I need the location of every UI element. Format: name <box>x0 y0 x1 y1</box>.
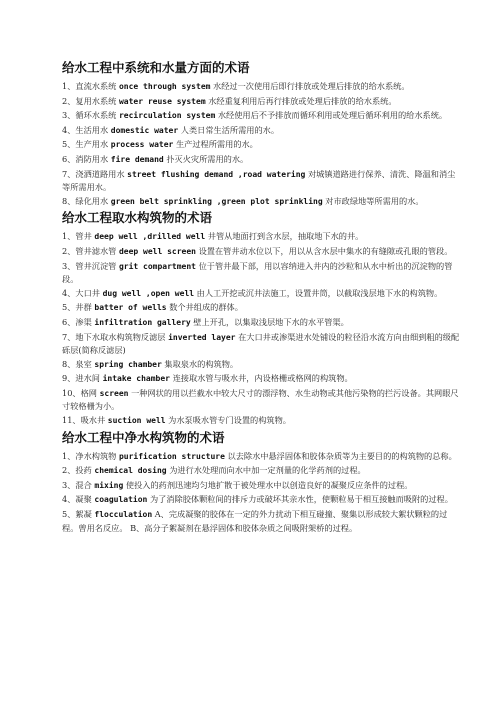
term-english: intake chamber <box>102 374 170 384</box>
term-number-label: 9、进水间 <box>62 373 103 384</box>
term-english: water reuse system <box>118 96 206 106</box>
term-item <box>62 287 460 301</box>
term-item <box>62 230 460 244</box>
term-item <box>62 195 460 209</box>
term-english: deep well screen <box>118 246 196 256</box>
section-title: 给水工程取水构筑物的术语 <box>62 210 213 226</box>
term-number-label: 7、地下水取水构筑物反滤层 <box>62 331 169 342</box>
section-intake-structures <box>62 210 460 427</box>
section-title: 给水工程中净水构筑物的术语 <box>62 429 225 445</box>
term-item <box>62 138 460 152</box>
section-system-water-quantity <box>62 60 460 208</box>
term-item <box>62 508 460 534</box>
term-description: 为了消除胶体颗粒间的排斥力或破坏其亲水性，使颗粒易于相互接触而吸附的过程。 <box>147 494 453 505</box>
term-description: 井管从地面打到含水层，抽取地下水的井。 <box>205 231 364 242</box>
term-description: 集取泉水的构筑物。 <box>161 358 239 369</box>
term-english: infiltration gallery <box>94 317 191 327</box>
term-english: screen <box>99 388 129 398</box>
term-item <box>62 479 460 493</box>
term-item <box>62 95 460 109</box>
term-number-label: 5、絮凝 <box>62 509 95 520</box>
section-purification-structures <box>62 430 460 535</box>
term-description: 由人工开挖或沉井法施工，设置井筒，以截取浅层地下水的构筑物。 <box>194 287 443 298</box>
term-english: dug well ,open well <box>102 288 195 298</box>
section-title: 给水工程中系统和水量方面的术语 <box>62 60 250 75</box>
term-english: fire demand <box>110 154 164 164</box>
term-english: mixing <box>94 480 124 490</box>
term-english: domestic water <box>110 125 179 135</box>
term-number-label: 2、投药 <box>62 465 95 476</box>
term-description: 对城镇道路进行保养、清洗、降温和消尘等所需用水。 <box>62 168 456 193</box>
term-item <box>62 450 460 464</box>
term-english: inverted layer <box>168 332 236 342</box>
term-english: spring chamber <box>94 359 162 369</box>
term-item <box>62 316 460 330</box>
term-item <box>62 124 460 138</box>
term-number-label: 2、管井滤水管 <box>62 245 119 256</box>
term-english: coagulation <box>94 495 148 505</box>
term-number-label: 1、直流水系统 <box>62 81 119 91</box>
term-english: once through system <box>118 82 211 91</box>
term-item <box>62 80 460 94</box>
term-english: green belt sprinkling ,green plot sprinkling <box>110 196 323 206</box>
term-english: suction well <box>107 416 166 426</box>
term-description: 人类日常生活所需用的水。 <box>178 124 280 135</box>
term-description: 生产过程所需用的水。 <box>173 139 258 150</box>
term-item <box>62 168 460 194</box>
term-item <box>62 331 460 357</box>
term-english: purification structure <box>118 451 225 461</box>
term-description: 使投入的药剂迅速均匀地扩散于被处理水中以创造良好的凝聚反应条件的过程。 <box>123 479 413 490</box>
term-number-label: 1、净水构筑物 <box>62 450 119 461</box>
term-item <box>62 414 460 428</box>
term-number-label: 4、生活用水 <box>62 124 111 135</box>
term-number-label: 11、吸水井 <box>62 415 108 426</box>
term-number-label: 3、管井沉淀管 <box>62 260 119 271</box>
term-number-label: 6、渗渠 <box>62 316 95 327</box>
term-number-label: 10、格网 <box>62 387 100 398</box>
term-list <box>62 80 460 208</box>
term-english: deep well ,drilled well <box>94 232 206 242</box>
term-item <box>62 493 460 507</box>
term-number-label: 7、浇洒道路用水 <box>62 168 128 179</box>
term-number-label: 8、绿化用水 <box>62 195 111 206</box>
term-description: 对市政绿地等所需用的水。 <box>322 195 424 206</box>
term-number-label: 3、混合 <box>62 479 95 490</box>
term-description: 一种网状的用以拦截水中较大尺寸的漂浮物、水生动物或其他污染物的拦污设备。其网眼尺寸较格栅为小。 <box>62 387 459 412</box>
term-number-label: 1、管井 <box>62 231 95 242</box>
term-description: 以去除水中悬浮固体和胶体杂质等为主要目的的构筑物的总称。 <box>224 450 457 461</box>
term-item <box>62 372 460 386</box>
term-description: 连接取水管与吸水井，内设格栅或格网的构筑物。 <box>170 373 353 384</box>
term-description: 在大口井或渗渠进水处铺设的粒径沿水流方向由细到粗的级配砾层(简称反滤层) <box>62 331 460 356</box>
term-description: 数个井组成的群体。 <box>166 302 243 313</box>
term-description: 水经过一次使用后即行排放或处理后排放的给水系统。 <box>210 81 410 91</box>
term-item <box>62 260 460 286</box>
term-item <box>62 153 460 167</box>
term-description: 为进行水处理而向水中加一定剂量的化学药剂的过程。 <box>166 465 366 476</box>
term-number-label: 8、泉室 <box>62 358 95 369</box>
term-number-label: 3、循环水系统 <box>62 110 119 121</box>
term-description: A、完成凝聚的胶体在一定的外力扰动下相互碰撞、聚集以形成较大絮状颗粒的过程。曾用名反应。 B、高分子絮凝剂在悬浮固体和胶体杂质之间吸附架桥的过程。 <box>62 509 448 533</box>
term-item <box>62 387 460 413</box>
term-english: flocculation <box>94 510 153 520</box>
term-english: street flushing demand ,road watering <box>127 169 306 179</box>
term-description: 为水泵吸水管专门设置的构筑物。 <box>165 415 291 426</box>
term-english: process water <box>110 140 174 150</box>
term-item <box>62 245 460 259</box>
term-item <box>62 464 460 478</box>
term-english: recirculation system <box>118 111 216 121</box>
term-list <box>62 230 460 427</box>
term-number-label: 5、井群 <box>62 302 95 313</box>
term-description: 位于管井最下部，用以容纳进入井内的沙粒和从水中析出的沉淀物的管段。 <box>62 260 453 285</box>
term-description: 扑灭火灾所需用的水。 <box>163 153 249 164</box>
term-english: chemical dosing <box>94 466 167 476</box>
term-description: 壁上开孔，以集取浅层地下水的水平管渠。 <box>190 316 349 327</box>
term-english: grit compartment <box>118 261 196 271</box>
term-item <box>62 301 460 315</box>
term-number-label: 4、凝聚 <box>62 494 95 505</box>
term-description: 设置在管井动水位以下，用以从含水层中集水的有缝隙或孔眼的管段。 <box>196 245 453 256</box>
term-number-label: 5、生产用水 <box>62 139 111 150</box>
term-number-label: 6、消防用水 <box>62 153 111 164</box>
term-item <box>62 358 460 372</box>
term-number-label: 2、复用水系统 <box>62 95 119 106</box>
term-english: batter of wells <box>94 303 167 313</box>
term-description: 水经使用后不予排放而循环利用或处理后循环利用的给水系统。 <box>215 110 448 121</box>
term-number-label: 4、大口井 <box>62 287 103 298</box>
term-item <box>62 109 460 123</box>
term-list <box>62 450 460 535</box>
term-description: 水经重复利用后再行排放或处理后排放的给水系统。 <box>205 95 397 106</box>
